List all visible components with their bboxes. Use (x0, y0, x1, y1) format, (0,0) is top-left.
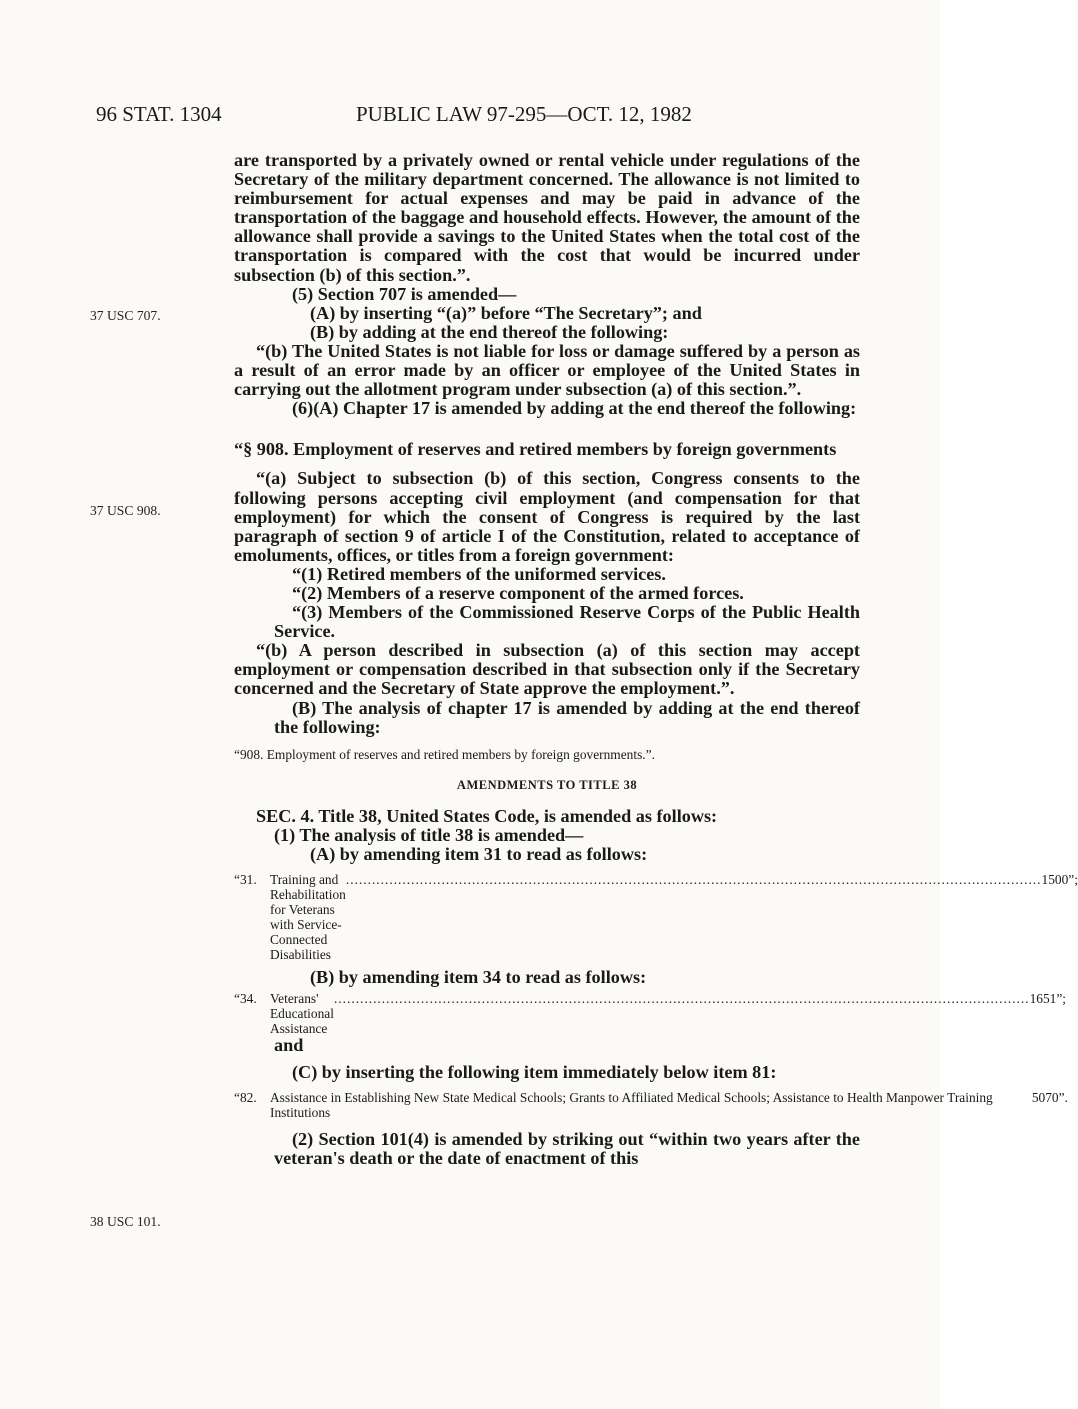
analysis-item-31 (234, 872, 1078, 963)
item-text: Assistance in Establishing New State Medical Schools; Grants to Affiliated Medical Schools; Assistance to Health Manpower Training Institutions (270, 1090, 993, 1121)
section-908-heading: “§ 908. Employment of reserves and retired members by foreign governments (234, 439, 837, 460)
item-text: Training and Rehabilitation for Veterans with Service-Connected Disabilities (270, 872, 346, 963)
paragraph-707-a: (A) by inserting “(a)” before “The Secretary”; and (310, 302, 702, 323)
margin-note-38-usc-101: 38 USC 101. (90, 1214, 161, 1229)
public-law-title: PUBLIC LAW 97-295—OCT. 12, 1982 (356, 102, 692, 126)
section-4-text: SEC. 4. Title 38, United States Code, is amended as follows: (256, 805, 718, 826)
paragraph-amend-item-31: (A) by amending item 31 to read as follows: (310, 844, 648, 864)
paragraph-908-a-1: “(1) Retired members of the uniformed services. (292, 563, 666, 584)
paragraph-chapter-17: (6)(A) Chapter 17 is amended by adding at the end thereof the following: (292, 398, 857, 419)
item-section-ref: 5070”. (1031, 1090, 1068, 1106)
paragraph-908-b: “(b) A person described in subsection (a) of this section may accept employment or compensation described in that subsection only if the Secretary concerned and the Secretary of State approve the employment.”. (234, 640, 860, 699)
item-section-ref: 1500”; (1041, 872, 1078, 888)
conjunction-and: and (274, 1035, 304, 1056)
paragraph-continuation: are transported by a privately owned or rental vehicle under regulations of the Secretary of the military department concerned. The allowance is not limited to reimbursement for actual expenses and may be paid in advance of the transportation of the baggage and household effects. However, the amount of the allowance shall provide a savings to the United States when the total cost of the transportation is compared with the cost that would be incurred under subsection (b) of this section.”. (234, 150, 860, 285)
paragraph-908-a: “(a) Subject to subsection (b) of this section, Congress consents to the following persons accepting civil employment (and compensation for that employment) for which the consent of Congress is required by the last paragraph of section 9 of article I of the Constitution, related to acceptance of emoluments, offices, or titles from a foreign government: (234, 468, 860, 565)
analysis-item-34 (234, 991, 1067, 1037)
paragraph-section-101: (2) Section 101(4) is amended by striking out “within two years after the veteran's death or the date of enactment of this (274, 1129, 860, 1169)
item-section-ref: 1651”; (1029, 991, 1067, 1007)
page-header (96, 102, 856, 130)
document-body (234, 150, 1078, 1169)
margin-note-37-usc-707: 37 USC 707. (90, 308, 161, 323)
analysis-item-908: “908. Employment of reserves and retired members by foreign governments.”. (234, 746, 655, 762)
statute-page-number: 96 STAT. 1304 (96, 102, 222, 126)
paragraph-908-a-3: “(3) Members of the Commissioned Reserve Corps of the Public Health Service. (274, 602, 860, 642)
item-number: “34. (234, 991, 257, 1007)
item-text: Veterans' Educational Assistance (270, 991, 334, 1037)
item-number: “31. (234, 872, 257, 888)
paragraph-707-b-text: “(b) The United States is not liable for loss or damage suffered by a person as a result of an error made by an officer or employee of the United States in carrying out the allotment program under subsection (a) of this section.”. (234, 340, 860, 400)
paragraph-amend-item-34: (B) by amending item 34 to read as follows: (310, 967, 647, 988)
margin-note-37-usc-908: 37 USC 908. (90, 503, 161, 518)
paragraph-title-38-analysis: (1) The analysis of title 38 is amended— (274, 824, 584, 845)
paragraph-908-a-2: “(2) Members of a reserve component of the armed forces. (292, 582, 744, 603)
paragraph-707-b: (B) by adding at the end thereof the following: (310, 321, 669, 342)
amendments-title: AMENDMENTS TO TITLE 38 (456, 777, 638, 792)
paragraph-chapter-17-analysis: (B) The analysis of chapter 17 is amended by adding at the end thereof the following: (274, 697, 860, 737)
analysis-item-82 (234, 1090, 1068, 1121)
item-number: “82. (234, 1090, 257, 1106)
paragraph-insert-item-82: (C) by inserting the following item immediately below item 81: (292, 1062, 777, 1083)
paragraph-section-707: (5) Section 707 is amended— (292, 283, 517, 304)
